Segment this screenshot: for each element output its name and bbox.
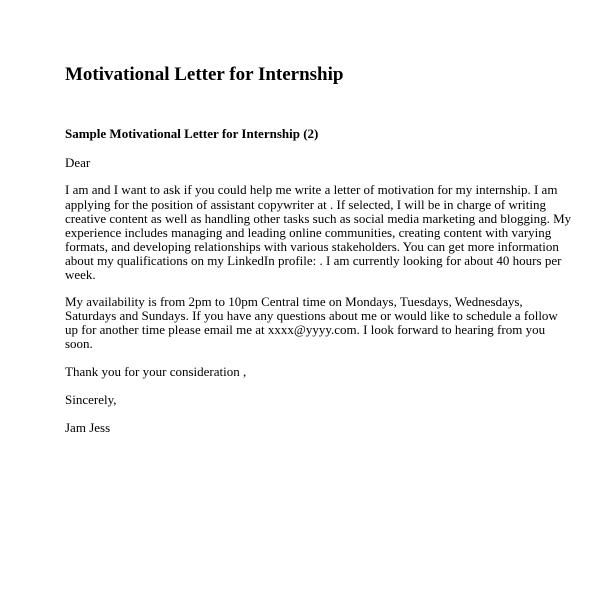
document-title: Motivational Letter for Internship [65, 64, 344, 85]
paragraph-1-line-4: experience includes managing and leading online communities, creating content with varying [65, 225, 552, 240]
paragraph-1-line-2: applying for the position of assistant copywriter at . If selected, I will be in charge of writing [65, 197, 546, 212]
paragraph-2-line-2: Saturdays and Sundays. If you have any questions about me or would like to schedule a follow [65, 308, 558, 323]
paragraph-2-line-4: soon. [65, 336, 93, 351]
signature-name: Jam Jess [65, 420, 111, 435]
paragraph-1-line-7: week. [65, 267, 96, 282]
salutation: Dear [65, 155, 91, 170]
thanks-line: Thank you for your consideration , [65, 364, 247, 379]
paragraph-1-line-3: creative content as well as handling other tasks such as social media marketing and blogging. My [65, 211, 572, 226]
paragraph-2-line-1: My availability is from 2pm to 10pm Central time on Mondays, Tuesdays, Wednesdays, [65, 294, 523, 309]
closing-line: Sincerely, [65, 392, 117, 407]
letter-subtitle: Sample Motivational Letter for Internship (2) [65, 126, 319, 141]
paragraph-1-line-5: formats, and developing relationships with various stakeholders. You can get more information [65, 239, 559, 254]
paragraph-2-line-3: up for another time please email me at xxxx@yyyy.com. I look forward to hearing from you [65, 322, 546, 337]
paragraph-1-line-6: about my qualifications on my LinkedIn profile: . I am currently looking for about 40 hours per [65, 253, 562, 268]
paragraph-1-line-1: I am and I want to ask if you could help me write a letter of motivation for my internship. I am [65, 182, 558, 197]
